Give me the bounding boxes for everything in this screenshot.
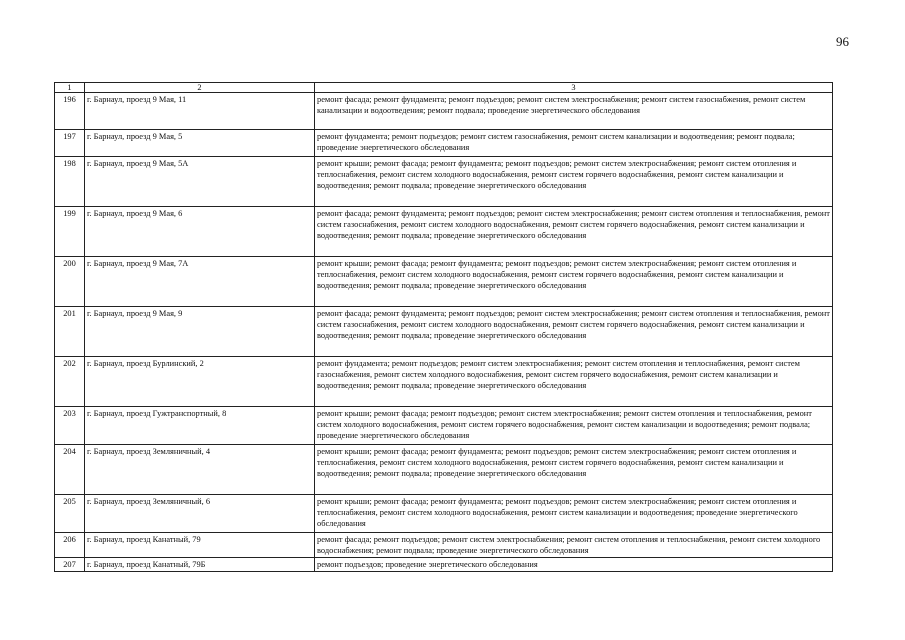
- table-row: [55, 257, 833, 307]
- row-number: 201: [55, 307, 85, 357]
- row-address: г. Барнаул, проезд 9 Мая, 5А: [85, 157, 315, 207]
- row-works: ремонт фундамента; ремонт подъездов; ремонт систем газоснабжения, ремонт систем канализации и водоотведения; ремонт подвала; проведение энергетического обследования: [315, 130, 833, 157]
- row-address: г. Барнаул, проезд Канатный, 79Б: [85, 558, 315, 572]
- row-number: 204: [55, 445, 85, 495]
- header-col-2: 2: [85, 83, 315, 93]
- row-number: 203: [55, 407, 85, 445]
- row-number: 199: [55, 207, 85, 257]
- table-row: [55, 445, 833, 495]
- page-number: 96: [836, 34, 849, 49]
- row-number: 196: [55, 93, 85, 130]
- row-works: ремонт фасада; ремонт фундамента; ремонт подъездов; ремонт систем электроснабжения; ремонт систем газоснабжения, ремонт систем канализации и водоотведения; ремонт подвала; проведение энергетического обследования: [315, 93, 833, 130]
- row-address: г. Барнаул, проезд 9 Мая, 5: [85, 130, 315, 157]
- table-row: [55, 207, 833, 257]
- row-works: ремонт фасада; ремонт фундамента; ремонт подъездов; ремонт систем электроснабжения; ремонт систем отопления и теплоснабжения, ремонт систем газоснабжения, ремонт систем холодного водоснабжения, ремонт систем горячего водоснабжения, ремонт систем канализации и водоотведения; ремонт подвала; проведение энергетического обследования: [315, 307, 833, 357]
- table-row: [55, 307, 833, 357]
- row-address: г. Барнаул, проезд 9 Мая, 7А: [85, 257, 315, 307]
- row-works: ремонт подъездов; проведение энергетического обследования: [315, 558, 833, 572]
- row-address: г. Барнаул, проезд 9 Мая, 9: [85, 307, 315, 357]
- row-works: ремонт крыши; ремонт фасада; ремонт подъездов; ремонт систем электроснабжения; ремонт систем отопления и теплоснабжения, ремонт систем холодного водоснабжения, ремонт систем горячего водоснабжения, ремонт систем канализации и водоотведения; ремонт подвала; проведение энергетического обследования: [315, 407, 833, 445]
- table-row: [55, 130, 833, 157]
- table-row: [55, 407, 833, 445]
- row-address: г. Барнаул, проезд Бурлинский, 2: [85, 357, 315, 407]
- row-works: ремонт крыши; ремонт фасада; ремонт фундамента; ремонт подъездов; ремонт систем электроснабжения; ремонт систем отопления и теплоснабжения, ремонт систем холодного водоснабжения, ремонт систем горячего водоснабжения, ремонт систем канализации и водоотведения; ремонт подвала; проведение энергетического обследования: [315, 157, 833, 207]
- table-row: [55, 93, 833, 130]
- header-col-1: 1: [55, 83, 85, 93]
- header-col-3: 3: [315, 83, 833, 93]
- row-number: 206: [55, 533, 85, 558]
- row-works: ремонт крыши; ремонт фасада; ремонт фундамента; ремонт подъездов; ремонт систем электроснабжения; ремонт систем отопления и теплоснабжения, ремонт систем холодного водоснабжения, ремонт систем канализации и водоотведения; проведение энергетического обследования: [315, 495, 833, 533]
- row-works: ремонт фундамента; ремонт подъездов; ремонт систем электроснабжения; ремонт систем отопления и теплоснабжения, ремонт систем газоснабжения, ремонт систем холодного водоснабжения, ремонт систем горячего водоснабжения, ремонт систем канализации и водоотведения; ремонт подвала; проведение энергетического обследования: [315, 357, 833, 407]
- row-works: ремонт крыши; ремонт фасада; ремонт фундамента; ремонт подъездов; ремонт систем электроснабжения; ремонт систем отопления и теплоснабжения, ремонт систем холодного водоснабжения, ремонт систем горячего водоснабжения, ремонт систем канализации и водоотведения; ремонт подвала; проведение энергетического обследования: [315, 257, 833, 307]
- table-row: [55, 533, 833, 558]
- row-address: г. Барнаул, проезд Земляничный, 4: [85, 445, 315, 495]
- table-header-row: [55, 83, 833, 93]
- row-works: ремонт фасада; ремонт фундамента; ремонт подъездов; ремонт систем электроснабжения; ремонт систем отопления и теплоснабжения, ремонт систем газоснабжения, ремонт систем холодного водоснабжения, ремонт систем горячего водоснабжения, ремонт систем канализации и водоотведения; ремонт подвала; проведение энергетического обследования: [315, 207, 833, 257]
- repair-works-table: [54, 82, 833, 572]
- row-number: 200: [55, 257, 85, 307]
- row-address: г. Барнаул, проезд 9 Мая, 6: [85, 207, 315, 257]
- row-works: ремонт фасада; ремонт подъездов; ремонт систем электроснабжения; ремонт систем отопления и теплоснабжения, ремонт систем холодного водоснабжения; ремонт подвала; проведение энергетического обследования: [315, 533, 833, 558]
- row-address: г. Барнаул, проезд 9 Мая, 11: [85, 93, 315, 130]
- table-row: [55, 495, 833, 533]
- row-address: г. Барнаул, проезд Гужтранспортный, 8: [85, 407, 315, 445]
- row-works: ремонт крыши; ремонт фасада; ремонт фундамента; ремонт подъездов; ремонт систем электроснабжения; ремонт систем отопления и теплоснабжения, ремонт систем холодного водоснабжения, ремонт систем горячего водоснабжения, ремонт систем канализации и водоотведения; ремонт подвала; проведение энергетического обследования: [315, 445, 833, 495]
- table-row: [55, 157, 833, 207]
- row-number: 197: [55, 130, 85, 157]
- row-number: 198: [55, 157, 85, 207]
- row-number: 205: [55, 495, 85, 533]
- row-address: г. Барнаул, проезд Земляничный, 6: [85, 495, 315, 533]
- table-row: [55, 558, 833, 572]
- row-address: г. Барнаул, проезд Канатный, 79: [85, 533, 315, 558]
- table-row: [55, 357, 833, 407]
- row-number: 202: [55, 357, 85, 407]
- row-number: 207: [55, 558, 85, 572]
